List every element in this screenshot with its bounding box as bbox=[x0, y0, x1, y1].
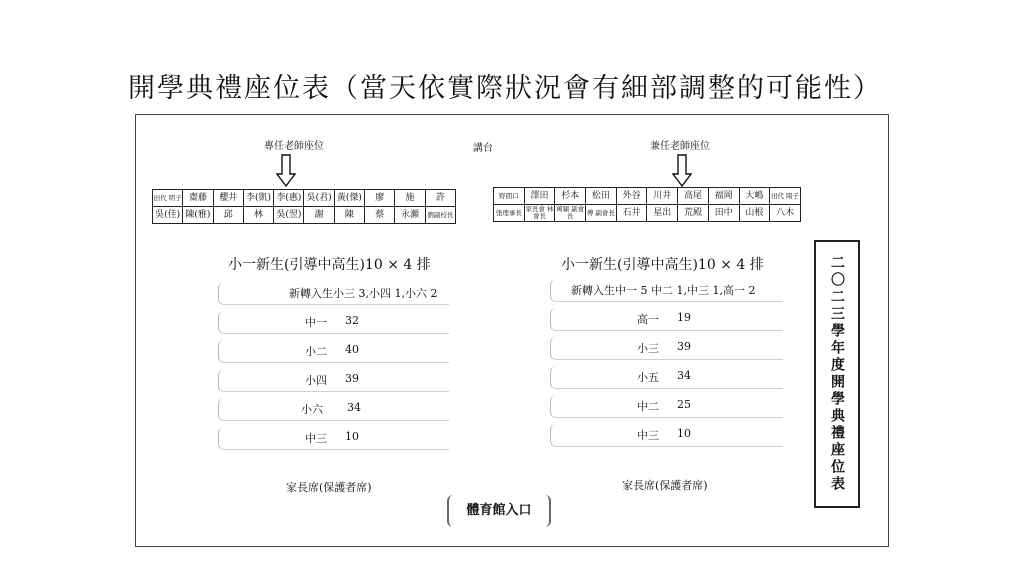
row-label: 小四 bbox=[305, 374, 327, 387]
row-label: 中三 bbox=[305, 432, 327, 445]
seat: 大嶋 bbox=[739, 188, 770, 205]
row-count: 34 bbox=[677, 369, 691, 382]
student-row bbox=[218, 398, 449, 421]
student-row bbox=[218, 311, 449, 334]
seat: 張理事長 bbox=[494, 205, 525, 222]
row-count: 39 bbox=[345, 372, 359, 385]
seat: 陳(雅) bbox=[183, 207, 213, 224]
student-row bbox=[550, 308, 783, 331]
row-count: 25 bbox=[677, 398, 691, 411]
seat: 黃(傑) bbox=[334, 190, 364, 207]
seat: 永瀬 bbox=[395, 207, 425, 224]
down-arrow-icon bbox=[276, 154, 296, 188]
row-count: 32 bbox=[345, 314, 359, 327]
seat: 外谷 bbox=[616, 188, 647, 205]
seat: 櫻井 bbox=[213, 190, 243, 207]
seat: 齋藤 bbox=[183, 190, 213, 207]
seating-chart bbox=[135, 114, 889, 547]
seat: 傅 副會長 bbox=[586, 205, 617, 222]
seat-row bbox=[494, 188, 801, 205]
seat: 施 bbox=[395, 190, 425, 207]
seat: 松田 bbox=[586, 188, 617, 205]
seat: 萬穎 副會長 bbox=[556, 205, 585, 220]
seat: 邱 bbox=[213, 207, 243, 224]
gym-entrance: 體育館入口 bbox=[447, 495, 551, 527]
seat: 吳(君) bbox=[304, 190, 334, 207]
seat: 陳 bbox=[334, 207, 364, 224]
seat: 荒殿 bbox=[678, 205, 709, 222]
right-block-heading: 小一新生(引導中高生)10 × 4 排 bbox=[561, 257, 764, 273]
row-label: 新轉入生中一 5 中二 1,中三 1,高一 2 bbox=[571, 284, 756, 297]
student-row bbox=[550, 337, 783, 360]
seat: 川井 bbox=[647, 188, 678, 205]
student-row bbox=[218, 282, 449, 305]
vertical-title: 二〇二三學年度開學典禮座位表 bbox=[829, 255, 845, 493]
row-count: 19 bbox=[677, 311, 691, 324]
parents-seating-left: 家長席(保護者席) bbox=[286, 481, 372, 494]
student-row bbox=[218, 427, 449, 450]
seat: 杉本 bbox=[555, 188, 586, 205]
podium-label: 講台 bbox=[473, 143, 493, 154]
seat: 李(凱) bbox=[243, 190, 273, 207]
seat: 謝 bbox=[304, 207, 334, 224]
seat: 八木 bbox=[770, 205, 801, 222]
seat: 澤田 bbox=[524, 188, 555, 205]
left-block-heading: 小一新生(引導中高生)10 × 4 排 bbox=[228, 257, 431, 273]
seat: 福岡 bbox=[708, 188, 739, 205]
parttime-teacher-seats bbox=[493, 187, 801, 222]
student-row bbox=[218, 340, 449, 363]
seat: 林 bbox=[243, 207, 273, 224]
seat: 蔡 bbox=[365, 207, 395, 224]
row-label: 高一 bbox=[637, 313, 659, 326]
row-label: 新轉入生小三 3,小四 1,小六 2 bbox=[289, 287, 438, 300]
row-label: 小三 bbox=[637, 342, 659, 355]
row-label: 中一 bbox=[305, 316, 327, 329]
seat: 田中 bbox=[708, 205, 739, 222]
row-count: 39 bbox=[677, 340, 691, 353]
student-row bbox=[550, 395, 783, 418]
seat: 廖 bbox=[365, 190, 395, 207]
row-count: 34 bbox=[347, 401, 361, 414]
parents-seating-right: 家長席(保護者席) bbox=[622, 479, 708, 492]
seat: 高尾 bbox=[678, 188, 709, 205]
seat: 山根 bbox=[739, 205, 770, 222]
student-row bbox=[550, 424, 783, 447]
vertical-title-box bbox=[814, 240, 860, 508]
seat: 田代 陽子 bbox=[770, 188, 801, 205]
row-label: 小二 bbox=[305, 345, 327, 358]
row-label: 中二 bbox=[637, 400, 659, 413]
row-label: 小六 bbox=[301, 403, 323, 416]
fulltime-teachers-label: 專任老師座位 bbox=[264, 141, 324, 152]
row-label: 小五 bbox=[637, 371, 659, 384]
student-row bbox=[550, 279, 783, 302]
student-row bbox=[218, 369, 449, 392]
page-title: 開學典禮座位表（當天依實際狀況會有細部調整的可能性） bbox=[128, 73, 882, 104]
seat: 許 bbox=[425, 190, 455, 207]
parttime-teachers-label: 兼任老師座位 bbox=[650, 141, 710, 152]
seat: 李(惠) bbox=[274, 190, 304, 207]
row-count: 10 bbox=[677, 427, 691, 440]
student-row bbox=[550, 366, 783, 389]
seat-row bbox=[494, 205, 801, 222]
seat: 石井 bbox=[616, 205, 647, 222]
seat: 野間口 bbox=[494, 188, 525, 205]
seat: 劉副校長 bbox=[425, 207, 455, 224]
row-count: 40 bbox=[345, 343, 359, 356]
fulltime-teacher-seats bbox=[152, 189, 456, 224]
down-arrow-icon bbox=[672, 154, 692, 188]
seat-row bbox=[153, 190, 456, 207]
seat: 吳(翌) bbox=[274, 207, 304, 224]
seat-row bbox=[153, 207, 456, 224]
seat: 吳(佳) bbox=[153, 207, 183, 224]
seat: 田代 明子 bbox=[153, 190, 183, 207]
row-label: 中三 bbox=[637, 429, 659, 442]
seat: 星出 bbox=[647, 205, 678, 222]
row-count: 10 bbox=[345, 430, 359, 443]
seat: 家長會 林會長 bbox=[525, 205, 554, 220]
